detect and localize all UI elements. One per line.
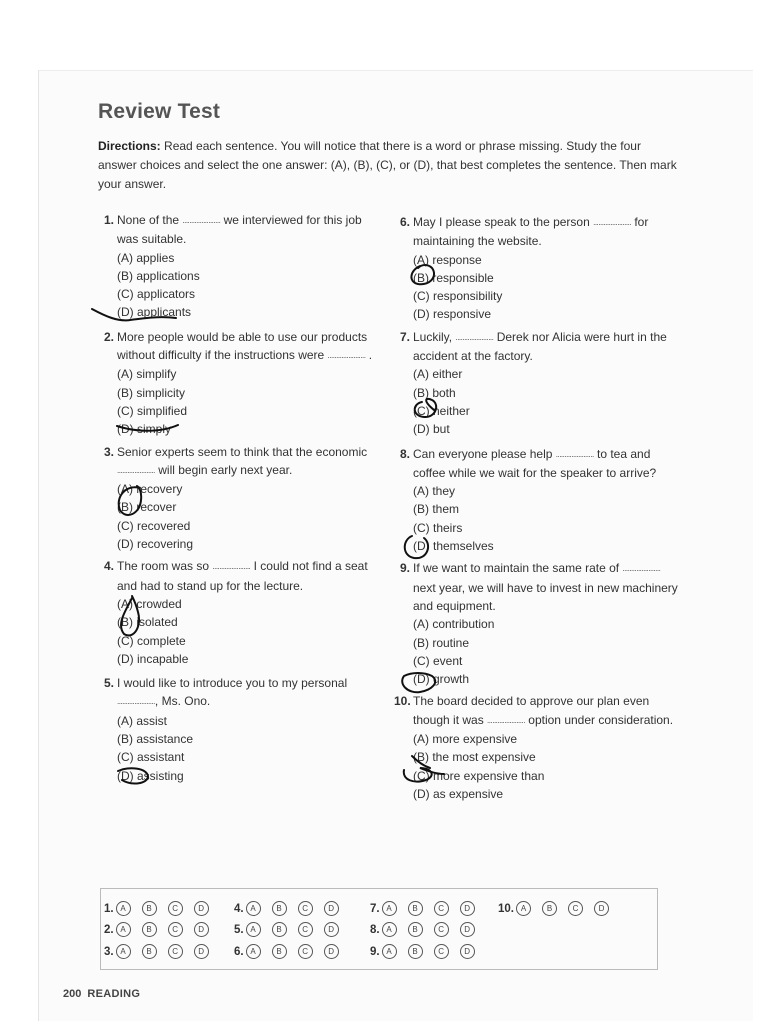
answer-bubble[interactable]: D: [194, 901, 209, 916]
answer-option: (C) applicators: [117, 287, 196, 302]
answer-bubble[interactable]: B: [142, 944, 157, 959]
answer-bubble[interactable]: C: [298, 922, 313, 937]
answer-bubble[interactable]: A: [382, 944, 397, 959]
answer-option: (A) applies: [117, 250, 175, 265]
question-number: 5.: [103, 676, 114, 691]
answer-option: (D) recovering: [117, 537, 194, 552]
stem-after: we interviewed for this job was suitable.: [117, 213, 362, 247]
stem-before: If we want to maintain the same rate of: [413, 561, 623, 576]
answer-sheet-number: 1.: [104, 902, 114, 915]
stem-after: .: [365, 348, 373, 363]
question-stem: [413, 445, 679, 483]
stem-before: The board decided to approve our plan even though it was: [413, 694, 650, 727]
question-number: 7.: [399, 329, 410, 344]
answer-sheet-item: [234, 944, 339, 959]
answer-option: (C) neither: [413, 403, 470, 418]
question-stem: [117, 443, 384, 481]
answer-blank: ......................: [212, 562, 251, 572]
stem-after: to tea and coffee while we wait for the speaker to arrive?: [413, 446, 657, 480]
question-1: [98, 211, 384, 322]
answer-bubble[interactable]: C: [168, 922, 183, 937]
answer-option: (A) crowded: [117, 596, 182, 611]
answer-bubble[interactable]: A: [516, 901, 531, 916]
answer-blank: ......................: [327, 351, 366, 361]
stem-before: Luckily,: [413, 329, 456, 344]
answer-bubble[interactable]: B: [272, 922, 287, 937]
answer-option: (A) more expensive: [413, 732, 518, 747]
question-number: 4.: [103, 559, 114, 574]
answer-blank: ......................: [593, 218, 632, 227]
answer-blank: ......................: [622, 564, 661, 574]
answer-sheet-item: [104, 944, 209, 959]
question-stem: [413, 559, 679, 615]
question-stem: [413, 328, 679, 366]
answer-option: (B) them: [413, 502, 460, 517]
answer-bubble[interactable]: C: [298, 901, 313, 916]
answer-sheet-item: [370, 944, 475, 959]
answer-bubble[interactable]: B: [408, 922, 423, 937]
question-number: 10.: [394, 694, 411, 709]
answer-sheet-item: [370, 922, 475, 937]
answer-option: (B) both: [413, 385, 456, 400]
stem-before: None of the: [117, 213, 183, 227]
answer-bubble[interactable]: B: [408, 901, 423, 916]
answer-bubble[interactable]: A: [246, 944, 261, 959]
answer-option: (B) applications: [117, 268, 200, 283]
questions-right-column: [394, 213, 679, 803]
question-stem: [413, 213, 679, 251]
answer-option: (C) event: [413, 653, 463, 668]
answer-option: (A) response: [413, 252, 482, 267]
answer-bubble[interactable]: B: [142, 922, 157, 937]
answer-bubble[interactable]: D: [460, 922, 475, 937]
answer-blank: ......................: [117, 697, 155, 707]
question-7: [394, 328, 679, 439]
answer-option: (D) as expensive: [413, 786, 504, 801]
answer-bubble[interactable]: D: [594, 901, 609, 916]
answer-sheet-number: 10.: [498, 902, 514, 915]
answer-bubble[interactable]: A: [382, 901, 397, 916]
answer-option: (D) assisting: [117, 768, 184, 783]
answer-option: (D) but: [413, 422, 450, 437]
answer-bubble[interactable]: A: [116, 922, 131, 937]
question-number: 3.: [103, 444, 114, 459]
answer-bubble[interactable]: D: [324, 922, 339, 937]
answer-bubble[interactable]: C: [434, 944, 449, 959]
answer-option: (B) assistance: [117, 732, 194, 747]
answer-option: (D) growth: [413, 672, 470, 687]
answer-bubble[interactable]: D: [324, 944, 339, 959]
answer-bubble[interactable]: A: [246, 922, 261, 937]
question-number: 1.: [103, 213, 114, 227]
answer-bubble[interactable]: C: [298, 944, 313, 959]
answer-option: (A) assist: [117, 713, 168, 728]
answer-option: (C) assistant: [117, 750, 185, 765]
answer-bubble[interactable]: D: [324, 901, 339, 916]
stem-after: , Ms. Ono.: [154, 694, 211, 709]
answer-option: (B) isolated: [117, 615, 178, 630]
answer-option: (D) simply: [117, 422, 171, 437]
answer-option: (C) responsibility: [413, 289, 503, 304]
answer-option: (C) more expensive than: [413, 768, 545, 783]
answer-sheet-number: 3.: [104, 945, 114, 958]
answer-bubble[interactable]: A: [116, 901, 131, 916]
stem-before: More people would be able to use our products without difficulty if the instructions were: [117, 329, 368, 363]
page-title: Review Test: [98, 100, 221, 123]
answer-option: (A) recovery: [117, 482, 183, 497]
answer-bubble[interactable]: B: [408, 944, 423, 959]
answer-bubble[interactable]: C: [434, 922, 449, 937]
answer-sheet-item: [370, 901, 475, 916]
question-stem: [117, 674, 384, 712]
directions: [98, 137, 678, 194]
answer-option: (A) contribution: [413, 617, 495, 632]
answer-bubble[interactable]: B: [272, 901, 287, 916]
page-footer: [63, 988, 140, 1000]
answer-option: (D) themselves: [413, 539, 494, 554]
answer-sheet-number: 7.: [370, 902, 380, 915]
stem-before: The room was so: [117, 559, 213, 574]
answer-sheet-number: 8.: [370, 923, 380, 936]
stem-after: will begin early next year.: [154, 462, 293, 477]
question-number: 6.: [399, 215, 410, 229]
question-2: [98, 328, 384, 439]
question-number: 9.: [399, 561, 410, 576]
answer-sheet-number: 2.: [104, 923, 114, 936]
question-number: 8.: [399, 446, 410, 461]
directions-label: Directions:: [98, 139, 161, 153]
answer-sheet-number: 4.: [234, 902, 244, 915]
answer-option: (C) theirs: [413, 520, 463, 535]
page-number: 200: [63, 988, 82, 1000]
answer-bubble[interactable]: A: [382, 922, 397, 937]
answer-option: (D) responsive: [413, 307, 492, 322]
answer-bubble[interactable]: C: [434, 901, 449, 916]
answer-blank: ......................: [487, 715, 525, 725]
question-8: [394, 445, 679, 556]
answer-sheet-item: [234, 901, 339, 916]
answer-sheet-item: [498, 901, 609, 916]
answer-sheet-number: 9.: [370, 945, 380, 958]
answer-bubble[interactable]: B: [542, 901, 557, 916]
answer-sheet-item: [104, 922, 209, 937]
answer-option: (A) they: [413, 484, 456, 499]
answer-bubble[interactable]: D: [194, 944, 209, 959]
answer-bubble[interactable]: C: [168, 944, 183, 959]
stem-after: Derek nor Alicia were hurt in the accident at the factory.: [413, 329, 667, 364]
question-10: [394, 692, 679, 803]
answer-bubble[interactable]: D: [460, 901, 475, 916]
answer-sheet-number: 5.: [234, 923, 244, 936]
answer-bubble[interactable]: B: [142, 901, 157, 916]
answer-option: (A) simplify: [117, 367, 177, 382]
directions-text: Read each sentence. You will notice that there is a word or phrase missing. Study the four answer choices and select the one answer: (A), (B), (C), or (D), that best completes the sentence. Then mark your answer.: [98, 139, 677, 191]
answer-option: (D) applicants: [117, 305, 192, 320]
answer-bubble[interactable]: D: [194, 922, 209, 937]
stem-before: May I please speak to the person: [413, 215, 594, 229]
answer-option: (B) recover: [117, 500, 177, 515]
answer-option: (B) simplicity: [117, 385, 185, 400]
answer-sheet-number: 6.: [234, 945, 244, 958]
answer-option: (A) either: [413, 367, 463, 382]
question-6: [394, 213, 679, 324]
question-stem: [117, 328, 384, 366]
answer-option: (C) complete: [117, 633, 186, 648]
answer-option: (D) incapable: [117, 651, 189, 666]
stem-after: for maintaining the website.: [413, 215, 649, 249]
answer-blank: ......................: [555, 449, 594, 459]
stem-before: Can everyone please help: [413, 446, 556, 461]
stem-after: next year, we will have to invest in new machinery and equipment.: [413, 580, 678, 613]
answer-blank: ......................: [182, 216, 221, 225]
answer-option: (B) routine: [413, 635, 470, 650]
answer-option: (C) recovered: [117, 518, 191, 533]
question-stem: [117, 557, 384, 595]
stem-after: I could not find a seat and had to stand up for the lecture.: [117, 559, 368, 593]
stem-before: Senior experts seem to think that the economic: [117, 444, 368, 459]
questions-left-column: [98, 211, 384, 785]
question-number: 2.: [103, 329, 114, 344]
stem-after: option under consideration.: [524, 712, 674, 727]
section-label: READING: [87, 988, 141, 1000]
question-stem: [117, 211, 384, 249]
question-4: [98, 557, 384, 668]
answer-option: (B) the most expensive: [413, 750, 536, 765]
answer-bubble[interactable]: D: [460, 944, 475, 959]
answer-option: (B) responsible: [413, 270, 494, 285]
answer-bubble[interactable]: C: [168, 901, 183, 916]
question-9: [394, 559, 679, 688]
answer-sheet-item: [104, 901, 209, 916]
answer-sheet-item: [234, 922, 339, 937]
question-5: [98, 674, 384, 785]
stem-before: I would like to introduce you to my personal: [117, 676, 348, 691]
answer-bubble[interactable]: A: [116, 944, 131, 959]
answer-blank: ......................: [117, 465, 155, 475]
question-3: [98, 443, 384, 554]
answer-option: (C) simplified: [117, 403, 188, 418]
answer-bubble[interactable]: B: [272, 944, 287, 959]
answer-bubble[interactable]: C: [568, 901, 583, 916]
answer-blank: ......................: [455, 332, 494, 342]
question-stem: [413, 692, 679, 730]
answer-bubble[interactable]: A: [246, 901, 261, 916]
